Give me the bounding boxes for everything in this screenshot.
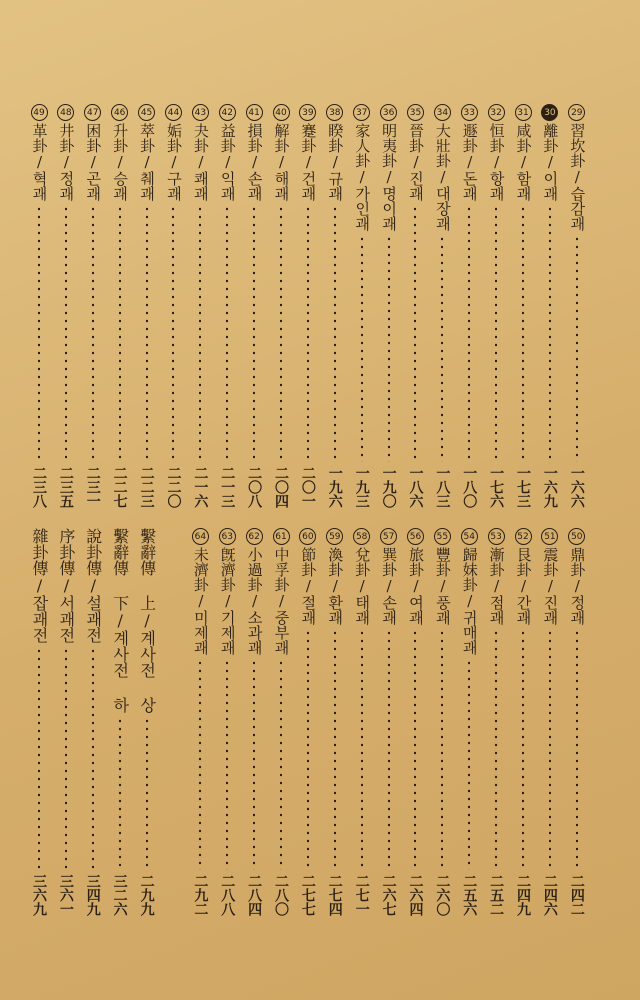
dot-leader — [468, 659, 470, 870]
entry-page-number: 一九六 — [326, 466, 343, 508]
entry-title: 困卦/곤괘 — [84, 123, 103, 201]
entry-number-badge: 60 — [299, 528, 316, 545]
dot-leader — [549, 629, 551, 870]
toc-entry — [324, 528, 346, 916]
dot-leader — [172, 205, 174, 462]
toc-entry — [351, 104, 373, 508]
entry-title: 雜卦傳/잡괘전 — [30, 528, 49, 643]
entry-number-badge: 41 — [246, 104, 263, 121]
entry-page-number: 一九三 — [353, 466, 370, 508]
toc-entry — [136, 528, 158, 916]
dot-leader — [361, 235, 363, 462]
entry-title: 睽卦/규괘 — [326, 123, 345, 201]
entry-number-badge: 63 — [219, 528, 236, 545]
dot-leader — [253, 659, 255, 870]
entry-number-badge: 55 — [434, 528, 451, 545]
entry-number-badge: 61 — [273, 528, 290, 545]
dot-leader — [119, 205, 121, 462]
dot-leader — [65, 205, 67, 462]
dot-leader — [119, 717, 121, 870]
entry-number-badge: 39 — [299, 104, 316, 121]
entry-number-badge: 47 — [84, 104, 101, 121]
dot-leader — [307, 205, 309, 462]
toc-entry — [136, 104, 158, 508]
toc-entry — [270, 528, 292, 916]
dot-leader — [468, 205, 470, 462]
toc-entry — [82, 104, 104, 508]
toc-entry — [28, 104, 50, 508]
toc-entry — [458, 528, 480, 916]
entry-title: 繫辭傳 下/계사전 하 — [110, 528, 130, 713]
dot-leader — [146, 717, 148, 870]
toc-entry — [378, 528, 400, 916]
toc-entry — [539, 528, 561, 916]
toc-entry — [431, 528, 453, 916]
toc-entry — [189, 104, 211, 508]
entry-page-number: 二三八 — [31, 466, 47, 508]
entry-number-badge: 64 — [192, 528, 209, 545]
entry-page-number: 二二〇 — [165, 466, 182, 508]
entry-number-badge: 35 — [407, 104, 424, 121]
entry-number-badge: 29 — [568, 104, 585, 121]
entry-page-number: 二六〇 — [434, 874, 451, 916]
entry-title: 鼎卦/정괘 — [568, 547, 587, 625]
entry-page-number: 二五六 — [461, 874, 478, 916]
toc-entry — [216, 104, 238, 508]
toc-entry — [270, 104, 292, 508]
entry-title: 中孚卦/중부괘 — [272, 547, 291, 655]
entry-title: 渙卦/환괘 — [326, 547, 345, 625]
dot-leader — [549, 205, 551, 462]
dot-leader — [307, 629, 309, 870]
dot-leader — [522, 205, 524, 462]
entry-title: 晉卦/진괘 — [406, 123, 425, 201]
entry-title: 咸卦/함괘 — [514, 123, 533, 201]
entry-page-number: 二八〇 — [273, 874, 290, 916]
entry-number-badge: 50 — [568, 528, 585, 545]
entry-title: 升卦/승괘 — [111, 123, 130, 201]
toc-entry — [351, 528, 373, 916]
dot-leader — [92, 647, 94, 870]
dot-leader — [414, 205, 416, 462]
entry-title: 明夷卦/명이괘 — [380, 123, 399, 231]
dot-leader — [495, 629, 497, 870]
entry-number-badge: 42 — [219, 104, 236, 121]
entry-number-badge: 54 — [461, 528, 478, 545]
dot-leader — [92, 205, 94, 462]
entry-title: 解卦/해괘 — [272, 123, 291, 201]
toc-entry — [566, 528, 588, 916]
entry-number-badge: 59 — [326, 528, 343, 545]
dot-leader — [38, 647, 40, 870]
toc-entry — [485, 528, 507, 916]
entry-number-badge: 43 — [192, 104, 209, 121]
dot-leader — [199, 205, 201, 462]
toc-entry — [28, 528, 50, 916]
dot-leader — [199, 659, 201, 870]
entry-title: 說卦傳/설괘전 — [83, 528, 103, 643]
entry-page-number: 二九九 — [138, 874, 155, 916]
entry-page-number: 二四二 — [568, 874, 585, 916]
entry-title: 習坎卦/습감괘 — [568, 123, 587, 231]
dot-leader — [388, 629, 390, 870]
entry-title: 兌卦/태괘 — [353, 547, 372, 625]
entry-title: 艮卦/간괘 — [514, 547, 533, 625]
toc-entry — [458, 104, 480, 508]
dot-leader — [441, 629, 443, 870]
entry-title: 姤卦/구괘 — [164, 123, 183, 201]
entry-page-number: 一八〇 — [461, 466, 478, 508]
entry-page-number: 二〇一 — [299, 466, 316, 508]
toc-entry — [243, 104, 265, 508]
entry-title: 豐卦/풍괘 — [433, 547, 452, 625]
entry-number-badge: 38 — [326, 104, 343, 121]
dot-leader — [388, 235, 390, 462]
entry-page-number: 三二六 — [111, 874, 128, 916]
toc-entry — [162, 104, 184, 508]
entry-number-badge: 56 — [407, 528, 424, 545]
dot-leader — [146, 205, 148, 462]
dot-leader — [334, 205, 336, 462]
entry-title: 節卦/절괘 — [299, 547, 318, 625]
toc-entry — [109, 104, 131, 508]
entry-number-badge: 46 — [111, 104, 128, 121]
entry-title: 離卦/이괘 — [541, 123, 560, 201]
dot-leader — [253, 205, 255, 462]
entry-title: 萃卦/췌괘 — [138, 123, 157, 201]
entry-title: 旅卦/여괘 — [406, 547, 425, 625]
entry-page-number: 二六四 — [407, 874, 424, 916]
toc-entry — [297, 528, 319, 916]
toc-top-section — [28, 104, 588, 508]
toc-entry — [216, 528, 238, 916]
entry-title: 大壯卦/대장괘 — [433, 123, 452, 231]
dot-leader — [495, 205, 497, 462]
entry-title: 遯卦/돈괘 — [460, 123, 479, 201]
entry-page-number: 二一三 — [219, 466, 236, 508]
toc-entry — [324, 104, 346, 508]
toc-entry — [378, 104, 400, 508]
dot-leader — [334, 629, 336, 870]
entry-number-badge: 48 — [57, 104, 74, 121]
toc-entry — [512, 528, 534, 916]
toc-bottom-section — [28, 528, 588, 916]
entry-title: 蹇卦/건괘 — [299, 123, 318, 201]
entry-page-number: 二五二 — [488, 874, 505, 916]
entry-page-number: 二七一 — [353, 874, 370, 916]
entry-number-badge: 37 — [353, 104, 370, 121]
entry-number-badge: 31 — [515, 104, 532, 121]
entry-page-number: 二二三 — [138, 466, 155, 508]
entry-number-badge: 45 — [138, 104, 155, 121]
entry-number-badge: 33 — [461, 104, 478, 121]
toc-entry — [539, 104, 561, 508]
dot-leader — [361, 629, 363, 870]
entry-title: 繫辭傳 上/계사전 상 — [137, 528, 157, 713]
entry-page-number: 一七六 — [488, 466, 505, 508]
entry-number-badge: 53 — [488, 528, 505, 545]
entry-number-badge: 49 — [31, 104, 48, 121]
dot-leader — [576, 629, 578, 870]
entry-title: 震卦/진괘 — [541, 547, 560, 625]
entry-page-number: 二一六 — [192, 466, 209, 508]
entry-number-badge: 40 — [273, 104, 290, 121]
entry-title: 歸妹卦/귀매괘 — [460, 547, 479, 655]
entry-page-number: 三四九 — [84, 874, 101, 916]
toc-entry — [431, 104, 453, 508]
entry-title: 巽卦/손괘 — [380, 547, 399, 625]
dot-leader — [576, 235, 578, 462]
entry-page-number: 一八六 — [407, 466, 424, 508]
entry-number-badge: 32 — [488, 104, 505, 121]
entry-title: 未濟卦/미제괘 — [191, 547, 210, 655]
entry-page-number: 三六一 — [57, 874, 74, 916]
toc-entry — [82, 528, 104, 916]
toc-entry — [297, 104, 319, 508]
entry-number-badge: 52 — [515, 528, 532, 545]
entry-title: 漸卦/점괘 — [487, 547, 506, 625]
entry-page-number: 二四六 — [541, 874, 558, 916]
entry-page-number: 二三五 — [57, 466, 74, 508]
entry-number-badge: 57 — [380, 528, 397, 545]
entry-page-number: 一六六 — [568, 466, 585, 508]
entry-page-number: 二三一 — [84, 466, 101, 508]
dot-leader — [280, 205, 282, 462]
entry-page-number: 一七三 — [515, 466, 532, 508]
entry-page-number: 二八四 — [246, 874, 263, 916]
entry-page-number: 一八三 — [434, 466, 451, 508]
entry-number-badge: 36 — [380, 104, 397, 121]
entry-title: 革卦/혁괘 — [30, 123, 49, 201]
dot-leader — [441, 235, 443, 462]
toc-entry — [566, 104, 588, 508]
toc-entry — [55, 104, 77, 508]
toc-entry — [512, 104, 534, 508]
entry-page-number: 二〇八 — [246, 466, 263, 508]
entry-page-number: 一六九 — [541, 466, 558, 508]
entry-number-badge: 30 — [541, 104, 558, 121]
entry-page-number: 二六七 — [380, 874, 397, 916]
entry-title: 旣濟卦/기제괘 — [218, 547, 237, 655]
entry-page-number: 二四九 — [515, 874, 532, 916]
entry-number-badge: 58 — [353, 528, 370, 545]
entry-title: 益卦/익괘 — [218, 123, 237, 201]
dot-leader — [414, 629, 416, 870]
entry-title: 損卦/손괘 — [245, 123, 264, 201]
dot-leader — [65, 647, 67, 870]
entry-page-number: 二七七 — [299, 874, 316, 916]
entry-page-number: 二二七 — [111, 466, 128, 508]
toc-entry — [189, 528, 211, 916]
entry-title: 井卦/정괘 — [57, 123, 76, 201]
dot-leader — [522, 629, 524, 870]
entry-title: 夬卦/쾌괘 — [191, 123, 210, 201]
entry-page-number: 一九〇 — [380, 466, 397, 508]
toc-entry — [485, 104, 507, 508]
entry-title: 小過卦/소과괘 — [245, 547, 264, 655]
toc-entry — [404, 528, 426, 916]
dot-leader — [38, 205, 40, 462]
toc-entry — [55, 528, 77, 916]
toc-entry — [404, 104, 426, 508]
entry-title: 家人卦/가인괘 — [353, 123, 372, 231]
entry-page-number: 二九二 — [192, 874, 209, 916]
entry-page-number: 二七四 — [326, 874, 343, 916]
entry-page-number: 二八八 — [219, 874, 236, 916]
entry-page-number: 二〇四 — [273, 466, 290, 508]
entry-title: 序卦傳/서괘전 — [56, 528, 76, 643]
entry-number-badge: 51 — [541, 528, 558, 545]
entry-page-number: 三六九 — [31, 874, 47, 916]
toc-entry — [243, 528, 265, 916]
entry-number-badge: 44 — [165, 104, 182, 121]
entry-number-badge: 34 — [434, 104, 451, 121]
dot-leader — [280, 659, 282, 870]
entry-number-badge: 62 — [246, 528, 263, 545]
dot-leader — [226, 659, 228, 870]
toc-entry — [109, 528, 131, 916]
entry-title: 恒卦/항괘 — [487, 123, 506, 201]
dot-leader — [226, 205, 228, 462]
